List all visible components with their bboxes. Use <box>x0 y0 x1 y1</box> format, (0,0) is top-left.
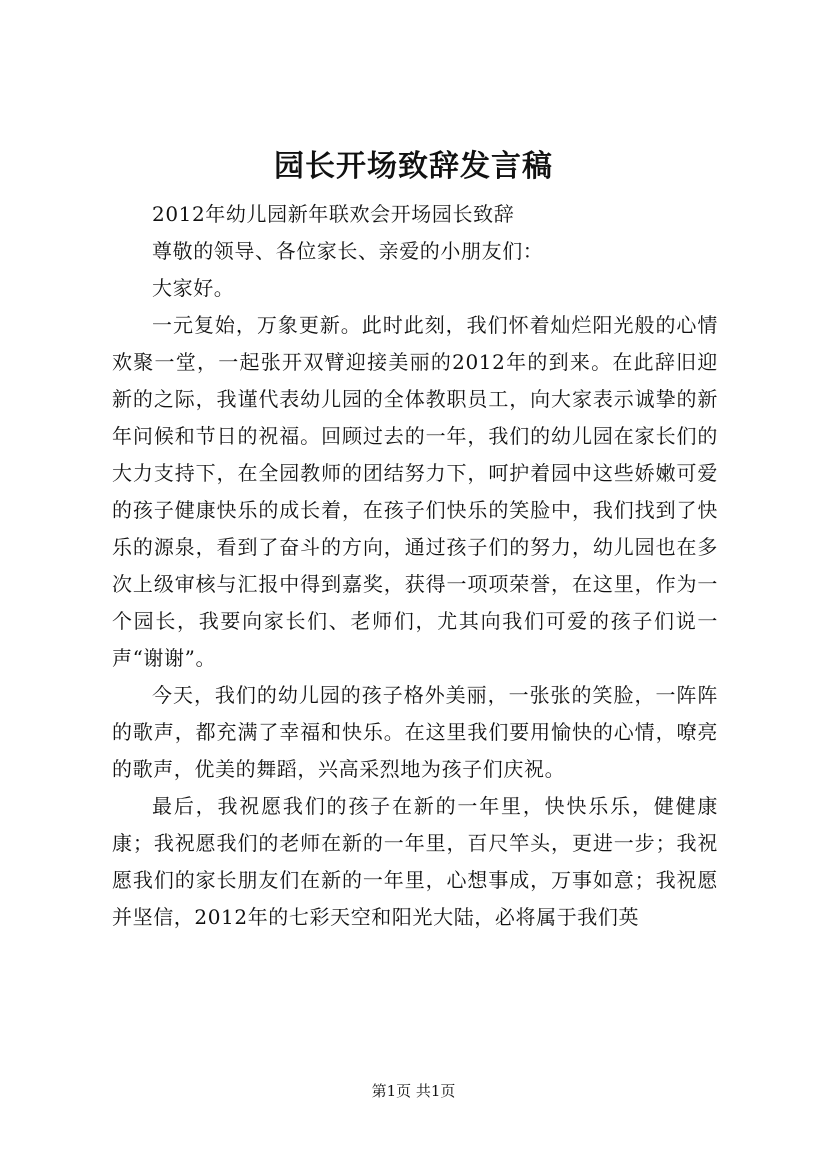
paragraph-greeting: 大家好。 <box>152 276 235 300</box>
paragraph-salutation: 尊敬的领导、各位家长、亲爱的小朋友们： <box>152 239 544 263</box>
document-body <box>112 196 718 936</box>
page-number-footer: 第1页 共1页 <box>371 1082 456 1100</box>
paragraph-heading-line: 2012年幼儿园新年联欢会开场园长致辞 <box>152 202 515 226</box>
paragraph-celebration: 今天，我们的幼儿园的孩子格外美丽，一张张的笑脸，一阵阵的歌声，都充满了幸福和快乐。在这里我们要用愉快的心情，嘹亮的歌声，优美的舞蹈，兴高采烈地为孩子们庆祝。 <box>112 683 718 781</box>
paragraph-review: 一元复始，万象更新。此时此刻，我们怀着灿烂阳光般的心情欢聚一堂，一起张开双臂迎接美丽的2012年的到来。在此辞旧迎新的之际，我谨代表幼儿园的全体教职员工，向大家表示诚挚的新年问候和节日的祝福。回顾过去的一年，我们的幼儿园在家长们的大力支持下，在全园教师的团结努力下，呵护着园中这些娇嫩可爱的孩子健康快乐的成长着，在孩子们快乐的笑脸中，我们找到了快乐的源泉，看到了奋斗的方向，通过孩子们的努力，幼儿园也在多次上级审核与汇报中得到嘉奖，获得一项项荣誉，在这里，作为一个园长，我要向家长们、老师们，尤其向我们可爱的孩子们说一声“谢谢”。 <box>112 313 718 670</box>
paragraph-wishes: 最后，我祝愿我们的孩子在新的一年里，快快乐乐，健健康康；我祝愿我们的老师在新的一年里，百尺竿头，更进一步；我祝愿我们的家长朋友们在新的一年里，心想事成，万事如意；我祝愿并坚信，2012年的七彩天空和阳光大陆，必将属于我们英 <box>112 794 718 929</box>
document-title: 园长开场致辞发言稿 <box>274 149 553 184</box>
